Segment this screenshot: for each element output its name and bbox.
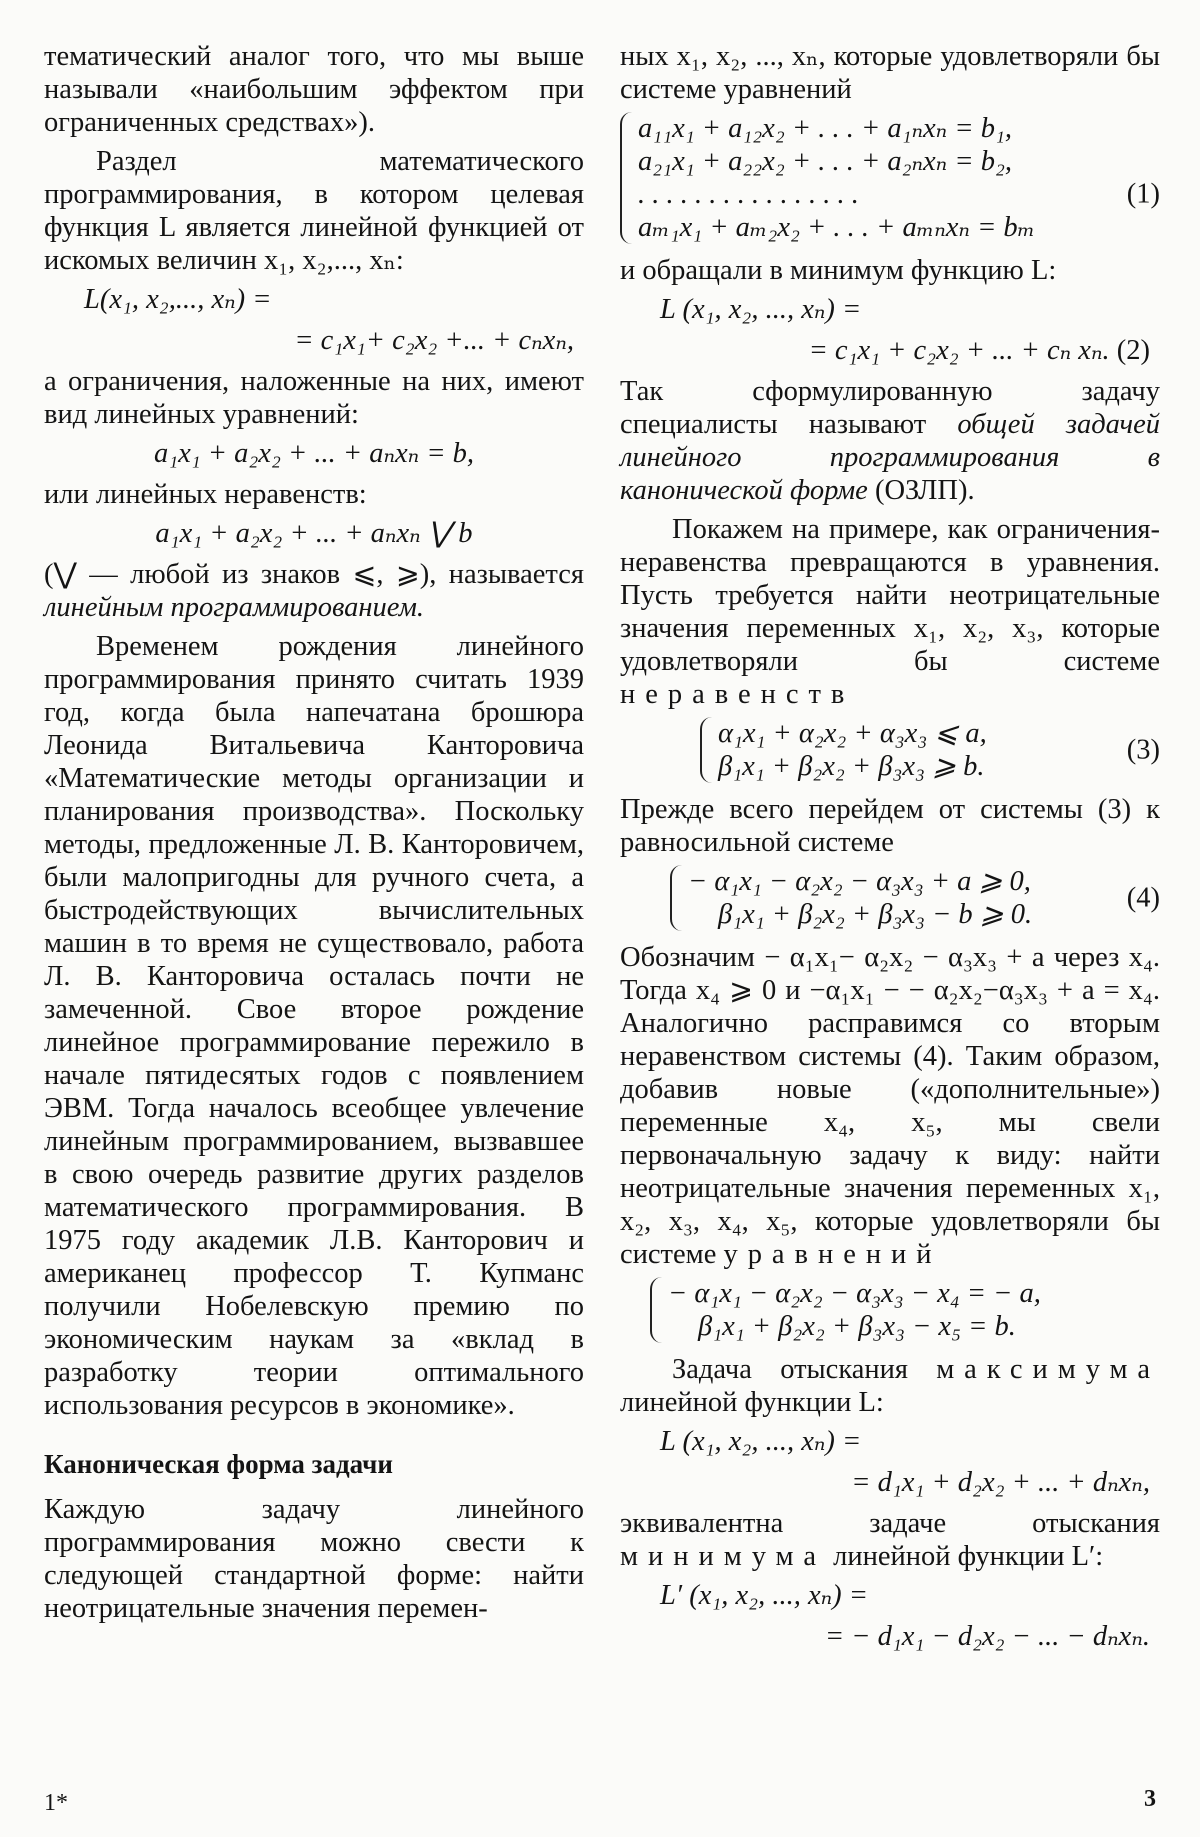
left-column — [44, 40, 584, 1631]
equation-max-line1: L (x₁, x₂, ..., xₙ) = — [660, 1426, 862, 1457]
spaced-word: неравенств — [620, 679, 855, 710]
equation-inequality: a₁x₁ + a₂x₂ + ... + aₙxₙ ⋁ b — [155, 518, 473, 549]
equation-number: (3) — [1126, 734, 1160, 766]
equation-system-5 — [650, 1277, 1160, 1343]
equation-min-line1: L′ (x₁, x₂, ..., xₙ) = — [660, 1580, 868, 1611]
right-column — [620, 40, 1160, 1661]
paragraph: Временем рождения линейного программирования принято считать 1939 год, когда была напечатана брошюра Леонида Витальевича Канторовича «Математические методы организации и планирования производства». Поскольку методы, предложенные Л. В. Канторовичем, были малопригодны для ручного счета, а быстродействующих вычислительных машин в то время не существовало, работа Л. В. Канторовича осталась почти не замеченной. Свое второе рождение линейное программирование пережило в начале пятидесятых годов с появлением ЭВМ. Тогда началось всеобщее увлечение линейным программированием, вызвавшее в свою очередь развитие других разделов математического программирования. В 1975 году академик Л.В. Канторович и американец профессор Т. Купманс получили Нобелевскую премию по экономическим наукам за «вклад в разработку теории оптимального использования ресурсов в экономике». — [44, 631, 584, 1421]
equation-system-1 — [620, 112, 1160, 244]
signature-mark: 1* — [44, 1790, 68, 1816]
equation-number: (2) — [1116, 335, 1150, 366]
equation-system-4 — [670, 865, 1160, 931]
section-heading: Каноническая форма задачи — [44, 1449, 393, 1479]
page-number: 3 — [1144, 1786, 1156, 1812]
text-run: Покажем на примере, как ограничения-неравенства превращаются в уравнения. Пусть требуется найти неотрицательные значения переменных x₁, x₂, x₃, которые удовлетворяли бы системе — [620, 514, 1160, 677]
system-line: − α₁x₁ − α₂x₂ − α₃x₃ + a ⩾ 0, — [688, 866, 1031, 897]
text-run: линейной функции L: — [620, 1387, 884, 1418]
system-line: a₁₁x₁ + a₁₂x₂ + . . . + a₁ₙxₙ = b₁, — [638, 113, 1012, 144]
system-line: − α₁x₁ − α₂x₂ − α₃x₃ − x₄ = − a, — [668, 1278, 1041, 1309]
equation-number: (1) — [1126, 178, 1160, 210]
paragraph: Каждую задачу линейного программирования можно свести к следующей стандартной форме: найти неотрицательные значения перемен- — [44, 1494, 584, 1624]
paragraph — [620, 1353, 1160, 1419]
system-line: β₁x₁ + β₂x₂ + β₃x₃ − b ⩾ 0. — [718, 899, 1033, 930]
text-run: Так сформулированную задачу специалисты называют — [620, 376, 1160, 440]
paragraph: Прежде всего перейдем от системы (3) к равносильной системе — [620, 794, 1160, 858]
paragraph — [620, 1507, 1160, 1573]
emphasis-term: общей задачей линейного программирования в канонической форме — [620, 409, 1160, 506]
paragraph: и обращали в минимум функцию L: — [620, 255, 1057, 286]
paragraph — [620, 375, 1160, 507]
system-line: β₁x₁ + β₂x₂ + β₃x₃ − x₅ = b. — [698, 1311, 1016, 1342]
emphasis-term: линейным программированием. — [44, 592, 425, 623]
paragraph — [620, 513, 1160, 711]
system-line: α₁x₁ + α₂x₂ + α₃x₃ ⩽ a, — [718, 718, 987, 749]
system-line: . . . . . . . . . . . . . . . . — [638, 179, 859, 210]
equation-max-line2: = d₁x₁ + d₂x₂ + ... + dₙxₙ, — [851, 1467, 1150, 1498]
spaced-word: уравнений — [723, 1239, 942, 1270]
paragraph: а ограничения, наложенные на них, имеют вид линейных уравнений: — [44, 366, 584, 430]
equation-number: (4) — [1126, 882, 1160, 914]
spaced-word: максимума — [936, 1354, 1160, 1385]
spaced-word: минимума — [620, 1541, 826, 1572]
equation-system-3 — [700, 717, 1160, 783]
equation-text: = c₁x₁ + c₂x₂ + ... + cₙ xₙ. — [808, 335, 1110, 366]
text-run: (⋁ — любой из знаков ⩽, ⩾), называется — [44, 559, 584, 590]
system-line: a₂₁x₁ + a₂₂x₂ + . . . + a₂ₙxₙ = b₂, — [638, 146, 1012, 177]
text-run: (ОЗЛП). — [874, 475, 975, 506]
text-run: линейной функции L′: — [833, 1541, 1104, 1572]
equation-linear: a₁x₁ + a₂x₂ + ... + aₙxₙ = b, — [153, 438, 475, 469]
paragraph — [620, 941, 1160, 1271]
equation-L-line1: L(x₁, x₂,..., xₙ) = — [84, 284, 272, 315]
equation-2-line1: L (x₁, x₂, ..., xₙ) = — [660, 294, 862, 325]
paragraph: Раздел математического программирования, в котором целевая функция L является линейной функцией от искомых величин x₁, x₂,..., xₙ: — [44, 146, 584, 276]
paragraph: тематический аналог того, что мы выше называли «наибольшим эффектом при ограниченных средствах»). — [44, 41, 584, 138]
text-run: Обозначим − α₁x₁− α₂x₂ − α₃x₃ + a через x₄. Тогда x₄ ⩾ 0 и −α₁x₁ − − α₂x₂−α₃x₃ + a = x₄. Аналогично расправимся со вторым неравенством системы (4). Таким образом, добавив новые («дополнительные») переменные x₄, x₅, мы свели первоначальную задачу к виду: найти неотрицательные значения переменных x₁, x₂, x₃, x₄, x₅, которые удовлетворяли бы системе — [620, 942, 1160, 1270]
paragraph: ных x₁, x₂, ..., xₙ, которые удовлетворяли бы системе уравнений — [620, 41, 1160, 105]
text-run: Задача отыскания — [672, 1354, 909, 1385]
paragraph — [44, 558, 584, 624]
equation-2-line2 — [620, 334, 1160, 367]
system-line: aₘ₁x₁ + aₘ₂x₂ + . . . + aₘₙxₙ = bₘ — [638, 212, 1036, 243]
text-run: эквивалентна задаче отыскания — [620, 1508, 1160, 1539]
paragraph: или линейных неравенств: — [44, 479, 367, 510]
system-line: β₁x₁ + β₂x₂ + β₃x₃ ⩾ b. — [718, 751, 985, 782]
equation-min-line2: = − d₁x₁ − d₂x₂ − ... − dₙxₙ. — [824, 1621, 1150, 1652]
equation-L-line2: = c₁x₁+ c₂x₂ +... + cₙxₙ, — [294, 325, 574, 356]
